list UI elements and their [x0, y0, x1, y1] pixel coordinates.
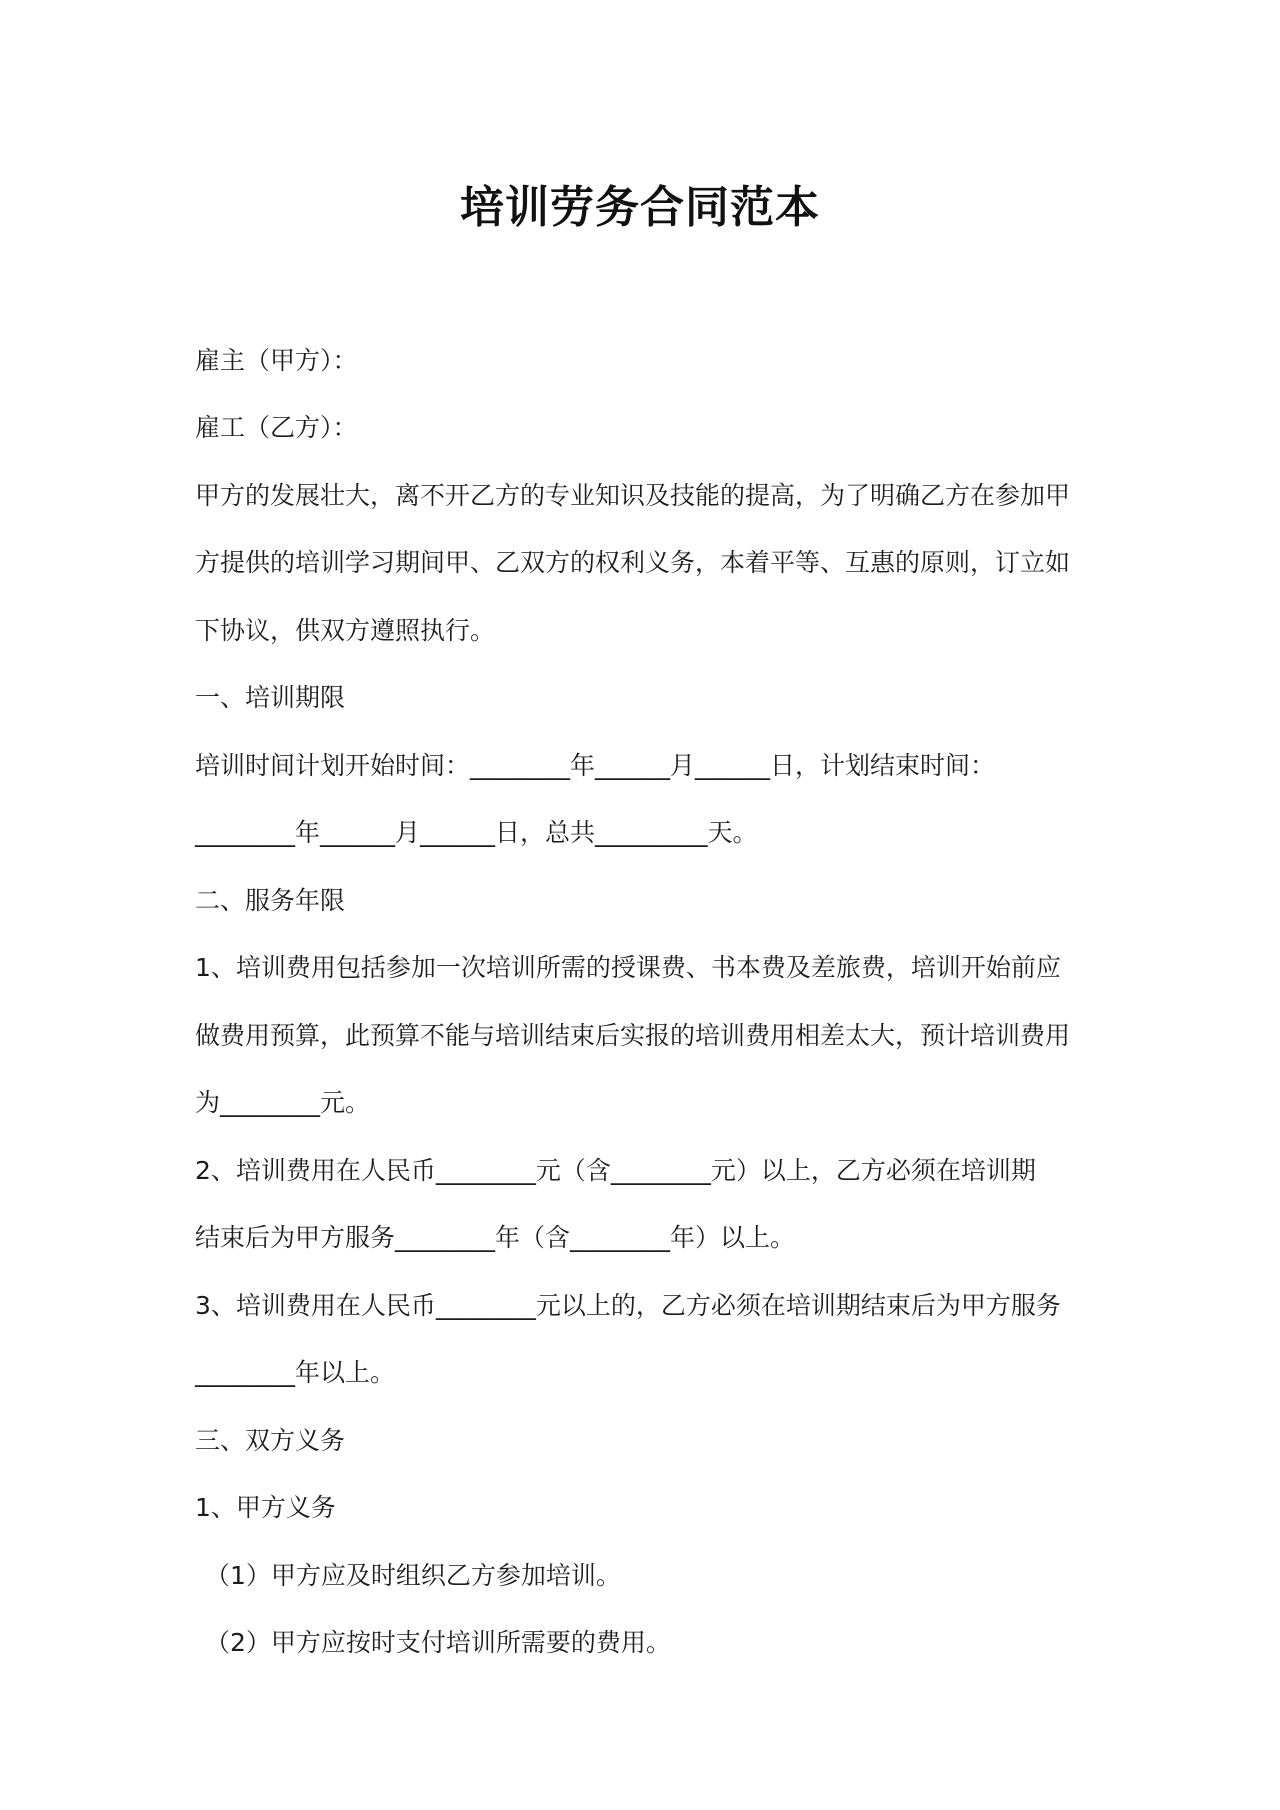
section-heading-obligations: 三、双方义务 [195, 1426, 346, 1455]
party-a-obligation-1: （1）甲方应及时组织乙方参加培训。 [205, 1561, 621, 1590]
service-clause-2-line-2: 结束后为甲方服务________年（含________年）以上。 [195, 1223, 796, 1252]
party-a-obligations-heading: 1、甲方义务 [195, 1493, 336, 1522]
employer-party-line: 雇主（甲方）： [195, 346, 358, 375]
service-clause-3-line-2: ________年以上。 [195, 1358, 396, 1387]
service-clause-2-line-1: 2、培训费用在人民币________元（含________元）以上，乙方必须在培训期 [195, 1156, 1036, 1185]
training-period-line-2: ________年______月______日，总共_________天。 [195, 818, 758, 847]
section-heading-training-period: 一、培训期限 [195, 683, 346, 712]
service-clause-1-line-2: 做费用预算，此预算不能与培训结束后实报的培训费用相差太大，预计培训费用 [195, 1021, 1071, 1050]
service-clause-1-line-1: 1、培训费用包括参加一次培训所需的授课费、书本费及差旅费，培训开始前应 [195, 953, 1061, 982]
preamble-line-2: 方提供的培训学习期间甲、乙双方的权利义务，本着平等、互惠的原则，订立如 [195, 548, 1071, 577]
section-heading-service-term: 二、服务年限 [195, 886, 346, 915]
preamble-line-1: 甲方的发展壮大，离不开乙方的专业知识及技能的提高，为了明确乙方在参加甲 [195, 481, 1071, 510]
preamble-line-3: 下协议，供双方遵照执行。 [195, 616, 496, 645]
service-clause-3-line-1: 3、培训费用在人民币________元以上的，乙方必须在培训期结束后为甲方服务 [195, 1291, 1061, 1320]
employee-party-line: 雇工（乙方）： [195, 413, 358, 442]
party-a-obligation-2: （2）甲方应按时支付培训所需要的费用。 [205, 1628, 671, 1657]
training-period-line-1: 培训时间计划开始时间：________年______月______日，计划结束时间： [195, 751, 996, 780]
document-title: 培训劳务合同范本 [460, 182, 820, 233]
service-clause-1-line-3: 为________元。 [195, 1088, 371, 1117]
